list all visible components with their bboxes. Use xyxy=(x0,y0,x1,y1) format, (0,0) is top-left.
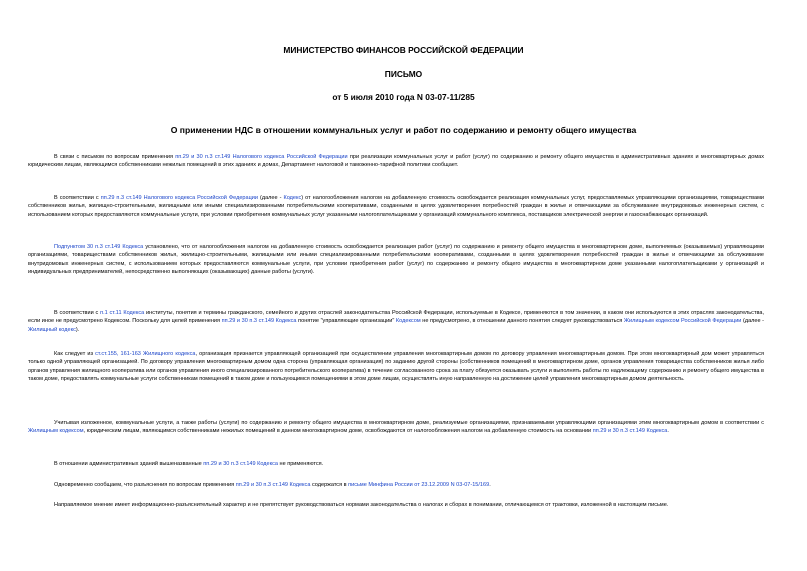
link-pp29-30-c[interactable]: пп.29 и 30 п.3 ст.149 Кодекса xyxy=(203,461,278,467)
link-pp29-30-d[interactable]: пп.29 и 30 п.3 ст.149 Кодекса xyxy=(235,482,311,488)
paragraph-7 xyxy=(28,460,764,468)
paragraph-2 xyxy=(28,194,764,219)
text: Как следует из xyxy=(54,351,96,357)
ministry-heading: МИНИСТЕРСТВО ФИНАНСОВ РОССИЙСКОЙ ФЕДЕРАЦИИ xyxy=(283,45,524,55)
text: В отношении административных зданий вышеназванные xyxy=(54,461,204,467)
paragraph-6 xyxy=(28,419,764,436)
text: . xyxy=(667,428,669,435)
link-pp29-30-b[interactable]: пп.29 и 30 п.3 ст.149 Кодекса xyxy=(592,428,668,435)
paragraph-3 xyxy=(28,243,764,276)
text: , юридическим лицам, являющимся собственниками нежилых помещений в данном многоквартирном доме, освобождаются от налогообложения налогом на добавленную стоимость на основании xyxy=(83,428,593,435)
link-zhk[interactable]: Жилищный кодекс xyxy=(28,326,76,333)
link-pp30[interactable]: Подпунктом 30 п.3 ст.149 Кодекса xyxy=(54,244,144,250)
text: (далее - xyxy=(257,195,284,201)
link-p1-st11[interactable]: п.1 ст.11 Кодекса xyxy=(100,310,145,316)
text: содержатся в xyxy=(310,482,349,488)
text: , организация признается управляющей организацией при осуществлении управления многоквартирным домом по договору управления многоквартирным домом. При этом многоквартирный дом может управляться только одной управляющей организацией. По договору управления многоквартирным домом одна сторона (управляющая организация) по заданию другой стороны (собственников помещений в многоквартирном доме, органов управления товарищества собственников жилья либо органов управления жилищного кооператива или органов управления иного специализированного потребительского кооператива) в течение согласованного срока за плату обязуется оказывать услуги и выполнять работы по надлежащему содержанию и ремонту общего имущества в таком доме, предоставлять коммунальные услуги собственникам помещений в таком доме и пользующимся помещениями в этом доме лицам, осуществлять иную направленную на достижение целей управления многоквартирным домом деятельность. xyxy=(28,351,764,382)
doc-type-heading: ПИСЬМО xyxy=(384,69,423,79)
link-zhk-rf[interactable]: Жилищным кодексом Российской Федерации xyxy=(623,318,742,325)
paragraph-5 xyxy=(28,350,764,383)
text: . xyxy=(489,482,491,488)
link-pp29-30[interactable]: пп.29 и 30 п.3 ст.149 Кодекса xyxy=(221,318,297,325)
paragraph-4 xyxy=(28,309,764,334)
link-minfin-letter[interactable]: письме Минфина России от 23.12.2009 N 03-07-15/169 xyxy=(348,482,490,488)
date-number-heading: от 5 июля 2010 года N 03-07-11/285 xyxy=(332,92,475,102)
paragraph-9 xyxy=(28,501,764,509)
text: В соответствии с xyxy=(54,310,101,316)
text: установлено, что от налогообложения налогом на добавленную стоимость освобождается реализация работ (услуг) по содержанию и ремонту общего имущества в многоквартирном доме, выполняемых (оказываемых) управляющими организациями, товариществами собственников жилья, жилищно-строительными, жилищными или иными специализированными потребительскими кооперативами, созданными в целях удовлетворения потребностей граждан в жилье и отвечающими за обслуживание внутридомовых инженерных систем, с использованием которых предоставляются коммунальные услуги, при условии приобретения работ (услуг) по содержанию и ремонту общего имущества в многоквартирном доме указанными налогоплательщиками у организаций и индивидуальных предпринимателей, непосредственно выполняющих (оказывающих) данные работы (услуги). xyxy=(28,244,765,275)
link-st155-163[interactable]: ст.ст.155, 161-163 Жилищного кодекса xyxy=(95,351,196,357)
text: не применяются. xyxy=(277,461,324,467)
text: В соответствии с xyxy=(54,195,101,201)
text: Направляемое мнение имеет информационно-разъяснительный характер и не препятствует руководствоваться нормами законодательства о налогах и сборах в понимании, отличающемся от трактовки, изложенной в настоящем письме. xyxy=(54,502,669,508)
text: ) от налогообложения налогом на добавленную стоимость освобождается реализация коммунальных услуг, предоставляемых управляющими организациями, товариществами собственников жилья, жилищно-строительными, жилищными или иными специализированными потребительскими кооперативами, созданными в целях удовлетворения потребностей граждан в жилье и отвечающими за обслуживание внутридомовых инженерных систем, с использованием которых предоставляются коммунальные услуги, при условии приобретения коммунальных услуг указанными налогоплательщиками у организаций коммунального комплекса, поставщиков электрической энергии и газоснабжающих организаций. xyxy=(28,195,764,218)
text: Одновременно сообщаем, что разъяснения по вопросам применения xyxy=(54,482,236,488)
text: (далее - xyxy=(741,318,764,325)
link-kodeks[interactable]: Кодекс xyxy=(283,195,302,201)
paragraph-1 xyxy=(28,153,764,170)
paragraph-8 xyxy=(28,481,764,489)
text: ). xyxy=(75,326,80,333)
letter-title: О применении НДС в отношении коммунальных услуг и работ по содержанию и ремонту общего имущества xyxy=(170,125,637,135)
link-nk-pp29[interactable]: пп.29 п.3 ст.149 Налогового кодекса Российской Федерации xyxy=(100,195,258,201)
text: В связи с письмом по вопросам применения xyxy=(54,154,176,160)
link-kodeksom[interactable]: Кодексом xyxy=(395,318,421,325)
link-nk-pp29-30[interactable]: пп.29 и 30 п.3 ст.149 Налогового кодекса Российской Федерации xyxy=(175,154,348,160)
text: не предусмотрено, в отношении данного понятия следует руководствоваться xyxy=(420,318,624,325)
text: институты, понятия и термины гражданского, семейного и других отраслей законодательства Российской Федерации, используемые в Кодексе, применяются в том значении, в каком они используются в этих отраслях законодательства, если иное не предусмотрено Кодексом. Поскольку для целей применения xyxy=(28,310,765,325)
text: понятие "управляющие организации" xyxy=(296,318,396,325)
link-zhilkodeks[interactable]: Жилищным кодексом xyxy=(28,428,84,435)
text: при реализации коммунальных услуг и работ (услуг) по содержанию и ремонту общего имущества в административных зданиях и многоквартирных домах юридическим лицам, являющимся собственниками нежилых помещений в этих зданиях и домах, Департамент налоговой и таможенно-тарифной политики сообщает. xyxy=(28,154,764,169)
text: Учитывая изложенное, коммунальные услуги, а также работы (услуги) по содержанию и ремонту общего имущества в многоквартирном доме, реализуемые организациями, признаваемыми управляющими организациями этим многоквартирным домом в соответствии с xyxy=(54,420,764,426)
